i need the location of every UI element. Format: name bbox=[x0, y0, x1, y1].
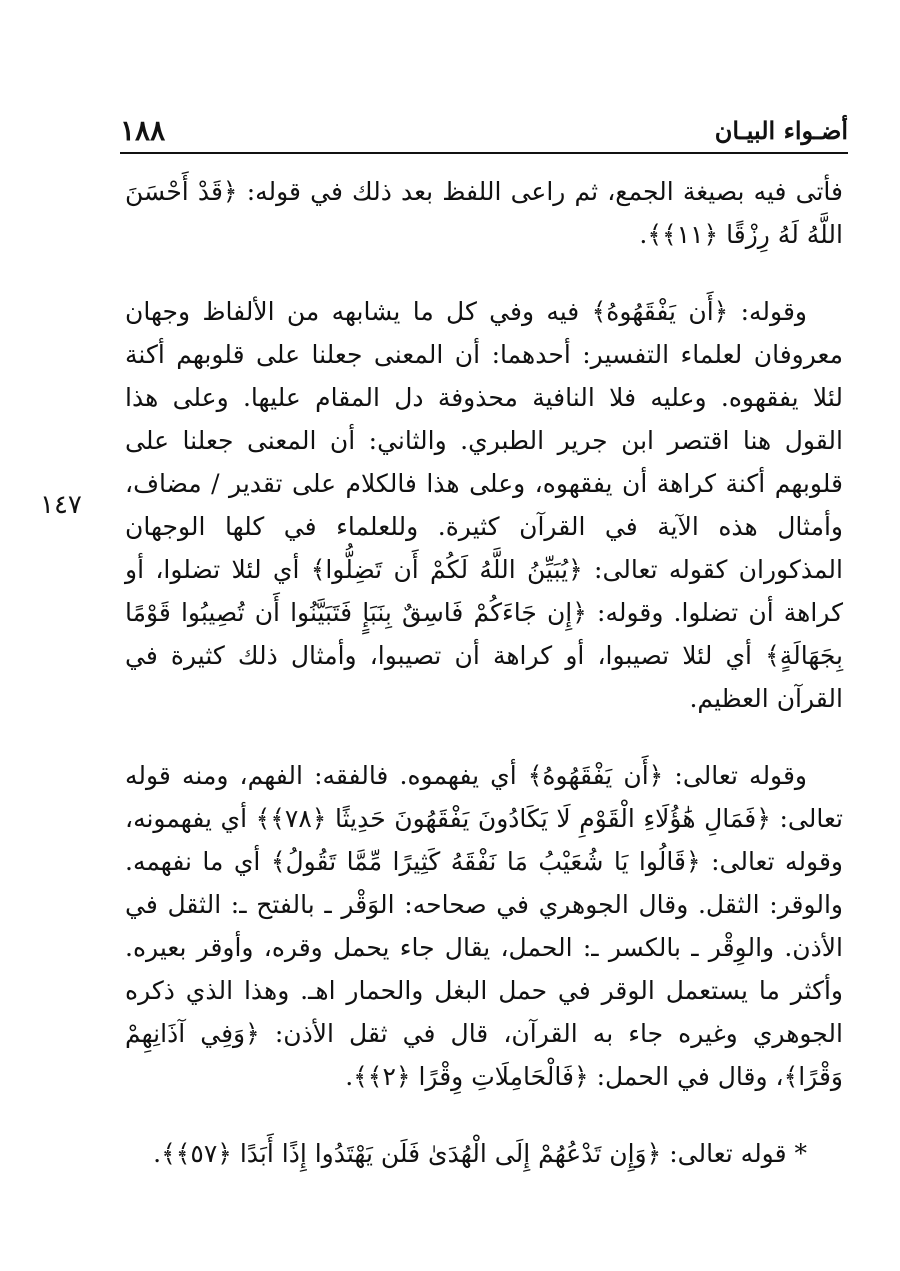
paragraph-3 bbox=[125, 754, 843, 1098]
paragraph-1 bbox=[125, 170, 843, 256]
paragraph-4 bbox=[125, 1132, 843, 1175]
margin-page-reference: ١٤٧ bbox=[40, 490, 82, 520]
paragraph-2 bbox=[125, 290, 843, 720]
header-rule bbox=[120, 152, 848, 154]
book-title: أضـواء البيـان bbox=[714, 116, 848, 145]
page-body bbox=[125, 170, 843, 1175]
page-header bbox=[120, 112, 848, 152]
paragraph-text: وقوله تعالى: ﴿أَن يَفْقَهُوهُ﴾ أي يفهموه. فالفقه: الفهم، ومنه قوله تعالى: ﴿فَمَالِ هَٰؤُلَاءِ الْقَوْمِ لَا يَكَادُونَ يَفْقَهُونَ حَدِيثًا ﴿٧٨﴾﴾ أي يفهمونه، وقوله تعالى: ﴿قَالُوا يَا شُعَيْبُ مَا نَفْقَهُ كَثِيرًا مِّمَّا تَقُولُ﴾ أي ما نفهمه. والوقر: الثقل. وقال الجوهري في صحاحه: الوَقْر ـ بالفتح ـ: الثقل في الأذن. والوِقْر ـ بالكسر ـ: الحمل، يقال جاء يحمل وقره، وأوقر بعيره. وأكثر ما يستعمل الوقر في حمل البغل والحمار اهـ. وهذا الذي ذكره الجوهري وغيره جاء به القرآن، قال في ثقل الأذن: ﴿وَفِي آذَانِهِمْ وَقْرًا﴾، وقال في الحمل: ﴿فَالْحَامِلَاتِ وِقْرًا ﴿٢﴾﴾. bbox=[125, 761, 843, 1091]
paragraph-text: * قوله تعالى: ﴿وَإِن تَدْعُهُمْ إِلَى الْهُدَىٰ فَلَن يَهْتَدُوا إِذًا أَبَدًا ﴿٥٧﴾﴾. bbox=[153, 1139, 807, 1168]
paragraph-text: فأتى فيه بصيغة الجمع، ثم راعى اللفظ بعد ذلك في قوله: ﴿قَدْ أَحْسَنَ اللَّهُ لَهُ رِزْقًا ﴿١١﴾﴾. bbox=[125, 177, 843, 249]
paragraph-text: وقوله: ﴿أَن يَفْقَهُوهُ﴾ فيه وفي كل ما يشابهه من الألفاظ وجهان معروفان لعلماء التفسير: أحدهما: أن المعنى جعلنا على قلوبهم أكنة لئلا يفقهوه. وعليه فلا النافية محذوفة دل المقام عليها. وعلى هذا القول هنا اقتصر ابن جرير الطبري. والثاني: أن المعنى جعلنا على قلوبهم أكنة كراهة أن يفقهوه، وعلى هذا فالكلام على تقدير / مضاف، وأمثال هذه الآية في القرآن كثيرة. وللعلماء في كلها الوجهان المذكوران كقوله تعالى: ﴿يُبَيِّنُ اللَّهُ لَكُمْ أَن تَضِلُّوا﴾ أي لئلا تضلوا، أو كراهة أن تضلوا. وقوله: ﴿إِن جَاءَكُمْ فَاسِقٌ بِنَبَإٍ فَتَبَيَّنُوا أَن تُصِيبُوا قَوْمًا بِجَهَالَةٍ﴾ أي لئلا تصيبوا، أو كراهة أن تصيبوا، وأمثال ذلك كثيرة في القرآن العظيم. bbox=[125, 297, 843, 713]
page-number: ١٨٨ bbox=[120, 114, 166, 147]
